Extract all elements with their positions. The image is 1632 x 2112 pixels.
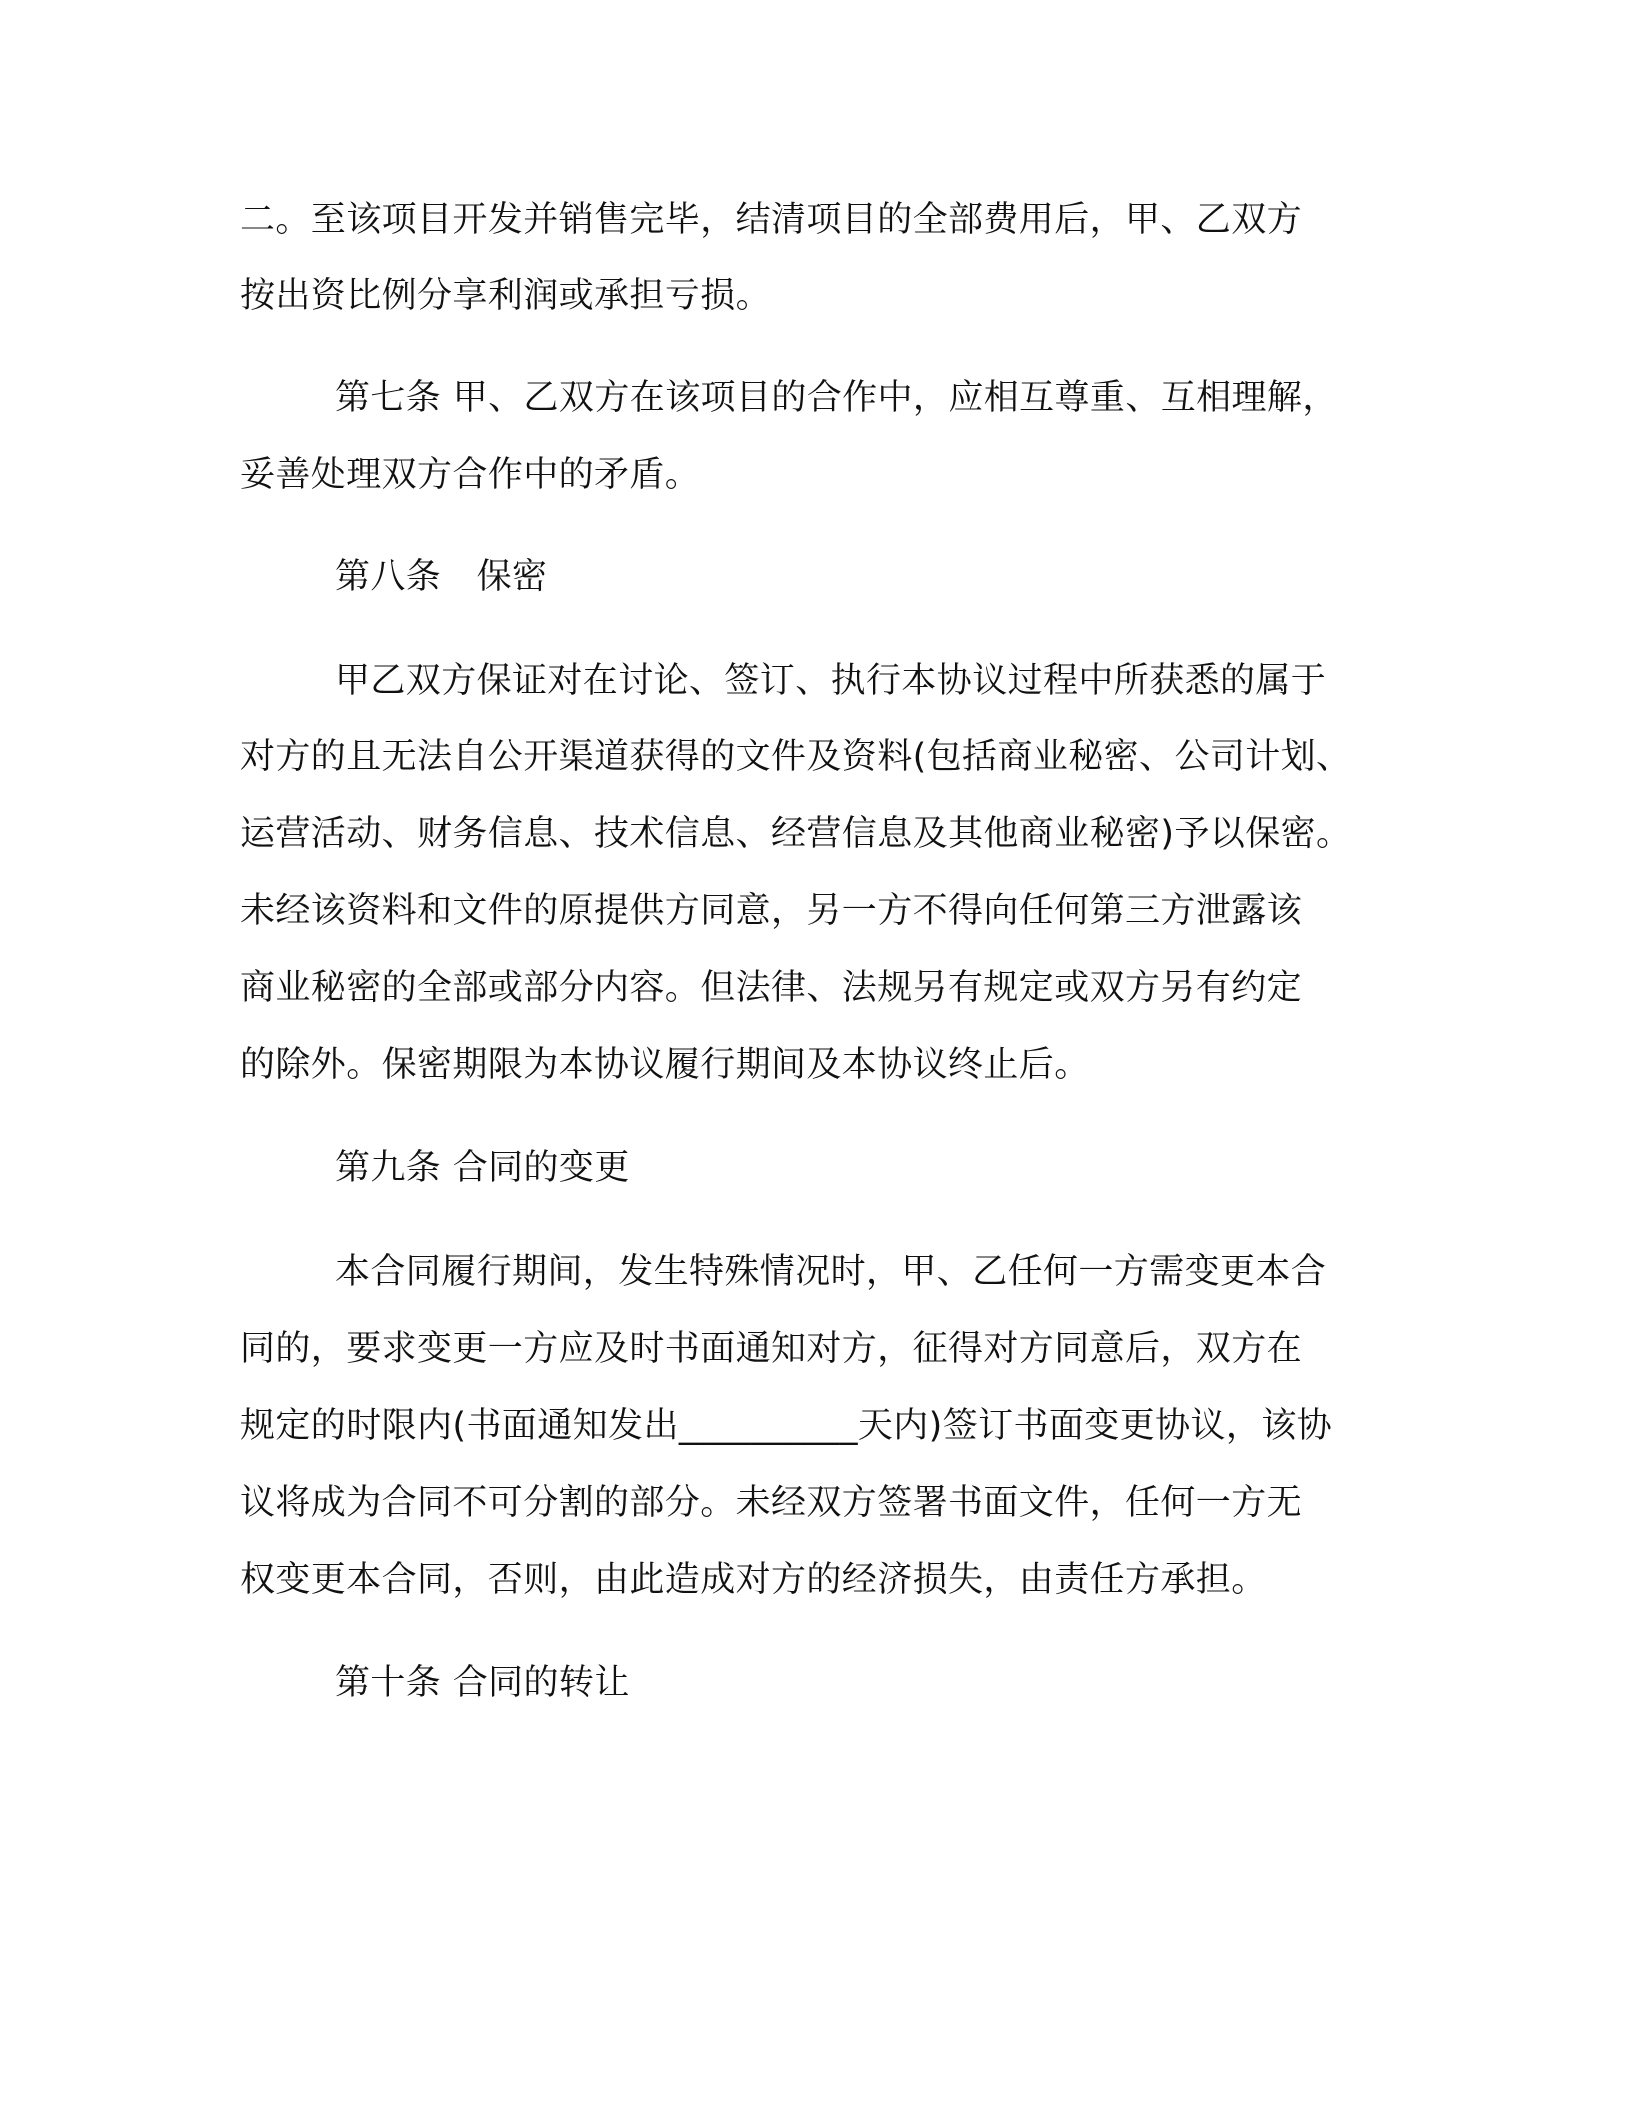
- text-line: 规定的时限内(书面通知发出__________天内)签订书面变更协议，该协: [240, 1406, 1333, 1446]
- text-line: 运营活动、财务信息、技术信息、经营信息及其他商业秘密)予以保密。: [240, 814, 1352, 854]
- text-line: 二。至该项目开发并销售完毕，结清项目的全部费用后，甲、乙双方: [240, 200, 1303, 240]
- text-line: 按出资比例分享利润或承担亏损。: [240, 276, 772, 316]
- text-line: 议将成为合同不可分割的部分。未经双方签署书面文件，任何一方无: [240, 1483, 1303, 1523]
- text-line: 权变更本合同，否则，由此造成对方的经济损失，由责任方承担。: [240, 1560, 1267, 1600]
- text-line: 本合同履行期间，发生特殊情况时，甲、乙任何一方需变更本合: [335, 1252, 1327, 1292]
- text-line: 的除外。保密期限为本协议履行期间及本协议终止后。: [240, 1045, 1090, 1085]
- article-7-line: 第七条 甲、乙双方在该项目的合作中，应相互尊重、互相理解，: [335, 378, 1338, 418]
- article-9-heading: 第九条 合同的变更: [335, 1148, 630, 1188]
- text-line: 妥善处理双方合作中的矛盾。: [240, 455, 701, 495]
- text-line: 同的，要求变更一方应及时书面通知对方，征得对方同意后，双方在: [240, 1329, 1303, 1369]
- text-line: 未经该资料和文件的原提供方同意，另一方不得向任何第三方泄露该: [240, 891, 1303, 931]
- text-line: 商业秘密的全部或部分内容。但法律、法规另有规定或双方另有约定: [240, 968, 1303, 1008]
- text-line: 甲乙双方保证对在讨论、签订、执行本协议过程中所获悉的属于: [335, 661, 1327, 701]
- text-line: 对方的且无法自公开渠道获得的文件及资料(包括商业秘密、公司计划、: [240, 737, 1352, 777]
- article-10-heading: 第十条 合同的转让: [335, 1663, 630, 1703]
- article-8-heading: 第八条 保密: [335, 557, 548, 597]
